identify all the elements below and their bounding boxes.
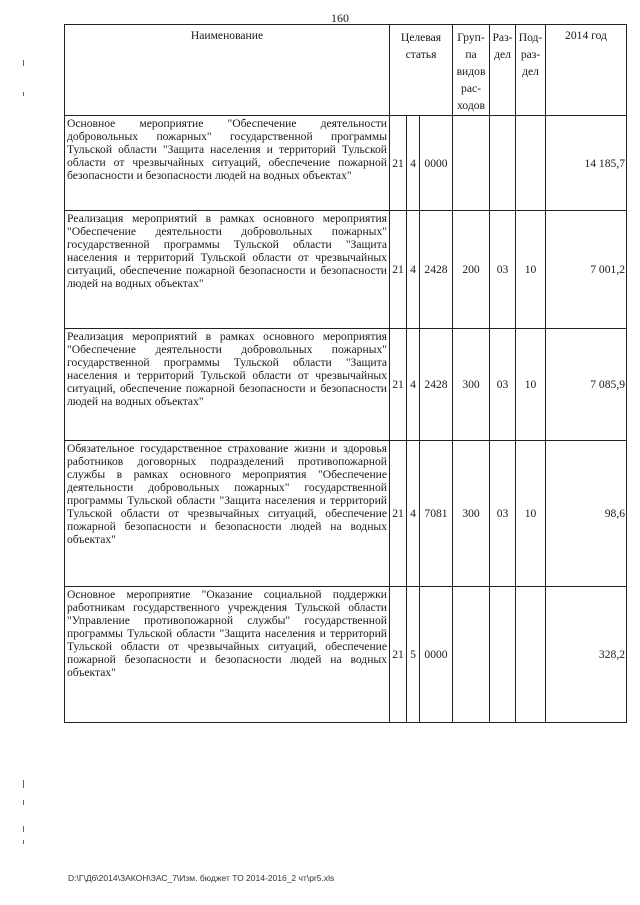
margin-mark (23, 780, 24, 788)
row-section: 03 (490, 329, 516, 441)
row-amount: 7 085,9 (546, 329, 627, 441)
row-expense-group: 300 (453, 441, 490, 587)
row-expense-group: 200 (453, 211, 490, 329)
row-name: Реализация мероприятий в рамках основного мероприятия "Обеспечение деятельности добровольных пожарных" государственной программы Тульской области "Защита населения и территорий Тульской области от чрезвычайных ситуаций, обеспечение пожарной безопасности и безопасности людей на водных объектах" (65, 211, 390, 329)
row-name: Основное мероприятие "Обеспечение деятельности добровольных пожарных" государственной программы Тульской области "Защита населения и территорий Тульской области от чрезвычайных ситуаций, обеспечение пожарной безопасности и безопасности людей на водных объектах" (65, 116, 390, 211)
table-row (65, 329, 627, 441)
row-cs-subprogram: 4 (407, 211, 420, 329)
row-cs-program: 21 (390, 587, 407, 723)
header-name: Наименование (65, 25, 390, 116)
row-name: Основное мероприятие "Оказание социальной поддержки работникам государственного учреждения Тульской области "Управление противопожарной службы" государственной программы Тульской области "Защита населения и территорий Тульской области от чрезвычайных ситуаций, обеспечение пожарной безопасности и безопасности людей на водных объектах" (65, 587, 390, 723)
row-cs-program: 21 (390, 211, 407, 329)
header-section: Раз-дел (490, 25, 516, 116)
row-name: Обязательное государственное страхование жизни и здоровья работников договорных подразделений противопожарной службы в рамках основного мероприятия "Обеспечение деятельности добровольных пожарных" государственной программы Тульской области "Защита населения и территорий Тульской области от чрезвычайных ситуаций, обеспечение пожарной безопасности и безопасности людей на водных объектах" (65, 441, 390, 587)
row-cs-subprogram: 5 (407, 587, 420, 723)
row-cs-subprogram: 4 (407, 329, 420, 441)
table-row (65, 587, 627, 723)
row-subsection: 10 (516, 329, 546, 441)
row-amount: 328,2 (546, 587, 627, 723)
margin-mark (23, 60, 24, 66)
row-expense-group (453, 587, 490, 723)
row-cs-subprogram: 4 (407, 441, 420, 587)
margin-mark (23, 800, 24, 805)
row-name: Реализация мероприятий в рамках основного мероприятия "Обеспечение деятельности добровольных пожарных" государственной программы Тульской области "Защита населения и территорий Тульской области от чрезвычайных ситуаций, обеспечение пожарной безопасности и безопасности людей на водных объектах" (65, 329, 390, 441)
row-cs-code: 2428 (420, 329, 453, 441)
row-subsection (516, 587, 546, 723)
table-row (65, 441, 627, 587)
file-path-footer: D:\Г\Д6\2014\ЗАКОН\ЗАС_7\Изм. бюджет ТО 2014-2016_2 чт\pr5.xls (68, 873, 335, 883)
row-subsection: 10 (516, 211, 546, 329)
header-target-article: Целевая статья (390, 25, 453, 116)
row-cs-code: 0000 (420, 116, 453, 211)
budget-table (64, 24, 627, 723)
row-cs-program: 21 (390, 329, 407, 441)
row-cs-subprogram: 4 (407, 116, 420, 211)
row-cs-program: 21 (390, 441, 407, 587)
margin-mark (23, 840, 24, 844)
header-expense-group: Груп-па видов рас-ходов (453, 25, 490, 116)
row-section: 03 (490, 211, 516, 329)
row-cs-code: 2428 (420, 211, 453, 329)
row-amount: 7 001,2 (546, 211, 627, 329)
margin-mark (23, 92, 24, 96)
margin-mark (23, 826, 24, 832)
row-cs-code: 0000 (420, 587, 453, 723)
table-row (65, 211, 627, 329)
row-section: 03 (490, 441, 516, 587)
row-subsection (516, 116, 546, 211)
row-expense-group (453, 116, 490, 211)
row-subsection: 10 (516, 441, 546, 587)
header-year: 2014 год (546, 25, 627, 116)
row-cs-code: 7081 (420, 441, 453, 587)
row-cs-program: 21 (390, 116, 407, 211)
table-header (65, 25, 627, 116)
table-row (65, 116, 627, 211)
row-section (490, 587, 516, 723)
row-section (490, 116, 516, 211)
row-amount: 14 185,7 (546, 116, 627, 211)
page-number: 160 (331, 11, 349, 25)
row-expense-group: 300 (453, 329, 490, 441)
row-amount: 98,6 (546, 441, 627, 587)
header-subsection: Под-раз-дел (516, 25, 546, 116)
